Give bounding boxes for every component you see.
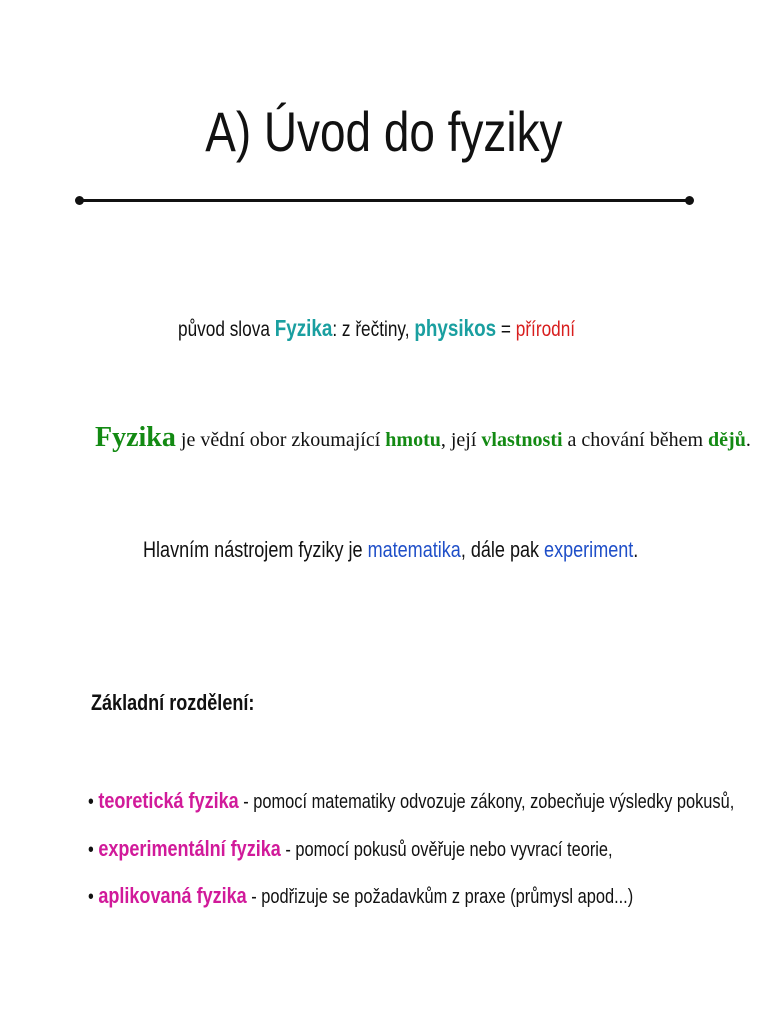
tools-keyword-mathematics: matematika [367,537,461,562]
tools-text-3: . [633,537,639,562]
tools-text-2: , dále pak [460,537,545,562]
bullet: • [88,886,94,908]
origin-greek-word: physikos [414,315,497,341]
branch-description: - podřizuje se požadavkům z praxe (průmysl apod...) [246,886,634,908]
origin-word: Fyzika [274,315,333,341]
divider-right-dot [685,196,694,205]
tools-text-1: Hlavním nástrojem fyziky je [143,537,368,562]
branch-description: - pomocí matematiky odvozuje zákony, zobecňuje výsledky pokusů, [238,791,735,813]
word-origin [178,308,662,350]
definition-text-1: je vědní obor zkoumající [175,429,386,451]
origin-meaning: přírodní [515,318,576,341]
bullet: • [88,791,94,813]
list-item [88,784,768,819]
list-item [88,832,728,867]
branch-term: aplikovaná fyzika [98,883,247,908]
definition-subject: Fyzika [95,422,176,453]
branch-term: teoretická fyzika [98,788,239,813]
list-item [88,879,753,914]
physics-tools [143,530,747,570]
branch-term: experimentální fyzika [98,836,281,861]
branch-description: - pomocí pokusů ověřuje nebo vyvrací teorie, [280,839,613,861]
title-divider [79,199,690,202]
definition-text-2: , její [440,429,482,451]
origin-prefix: původ slova [178,318,275,341]
definition-text-3: a chování během [562,429,709,451]
sections-heading-text: Základní rozdělení: [91,690,255,715]
definition-text-4: . [745,429,751,451]
definition-keyword-properties: vlastnosti [481,429,563,451]
sections-heading [91,686,290,720]
origin-mid: : z řečtiny, [332,318,415,341]
page-title [0,92,768,172]
page-title-text: A) Úvod do fyziky [205,100,563,163]
divider-left-dot [75,196,84,205]
origin-equals: = [496,318,516,341]
tools-keyword-experiment: experiment [544,537,634,562]
bullet: • [88,839,94,861]
physics-definition [95,418,751,460]
definition-keyword-matter: hmotu [385,429,441,451]
definition-keyword-processes: dějů [708,429,746,451]
